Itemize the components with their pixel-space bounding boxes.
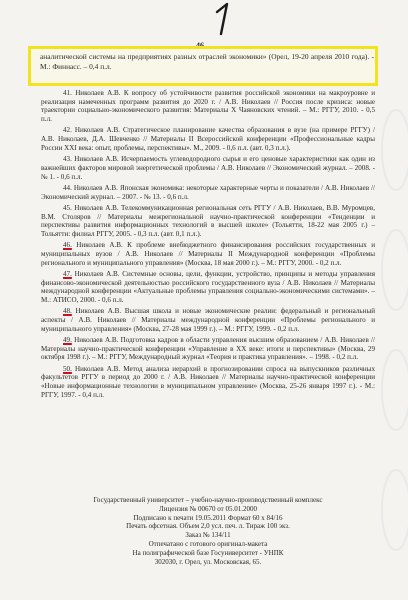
bibliography-entry [41, 241, 375, 267]
page-number: 46 [196, 41, 204, 50]
handwritten-mark [212, 2, 234, 36]
imprint [41, 496, 375, 566]
entry-number: 46. [63, 241, 72, 250]
imprint-line: Подписано к печати 19.05.2011 Формат 60 x 84/16 [133, 513, 283, 522]
bibliography-entry [41, 89, 375, 124]
entry-number: 44. [63, 183, 72, 192]
highlighted-text: аналитической системы на предприятиях разных отраслей экономики» (Орел, 19-20 апреля 2010 года). - М.: Финнасс. – 0,4 п.л. [40, 52, 374, 71]
entry-number: 42. [63, 126, 72, 135]
imprint-line: 302030, г. Орел, ул. Московская, 65. [154, 557, 262, 566]
entry-text: Николаев А.В. Японская экономика: некоторые характерные черты и показатели / А.В. Николаев // Экономический журнал. – 2007. - № 13. - 0,6 п.л. [41, 183, 375, 201]
imprint-line: Лицензия № 00670 от 05.01.2000 [159, 504, 257, 513]
imprint-line: Заказ № 134/11 [185, 531, 231, 540]
entry-text: Николаев А.В. Стратегическое планирование качества образования в вузе (на примере РГГУ) / А.В. Николаев, Д.А. Шевченко // Материалы II Всероссийской конференции «Профессиональные кадры России XXI века: опыт, проблемы, перспективы». М., 2009. - 0,6 п.л. (авт. 0,3 п.л.). [41, 126, 375, 152]
watermark-stamp [376, 90, 408, 590]
entry-number: 43. [63, 155, 72, 164]
bibliography-entry [41, 184, 375, 201]
bibliography-entry [41, 270, 375, 305]
entry-number: 47. [63, 269, 72, 278]
entry-text: Николаев А.В. К проблеме внебюджетного финансирования российских государственных и муниципальных вузов / А.В. Николаев // Материалы II Международной конференции «Проблемы регионального и муниципального управления» (Москва, 18 мая 2000 г.). – М.: РГГУ, 2000. - 0,2 п.л. [41, 241, 375, 267]
entry-number: 48. [63, 307, 72, 316]
entry-text: Николаев А.В. Метод анализа иерархий в прогнозировании спроса на выпускников различных факультетов РГГУ в период до 2000 г. / А.В. Николаев // Материалы научно-практической конференции «Новые информационные технологии в муниципальном управлении» (Москва, 25-26 января 1997 г.). - М.: РГГУ, 1997. - 0,4 п.л. [41, 364, 375, 399]
bibliography-list [41, 89, 375, 402]
imprint-line: Государственный университет – учебно-научно-производственный комплекс [93, 496, 323, 504]
entry-number: 45. [63, 203, 72, 212]
entry-number: 50. [63, 364, 72, 373]
entry-text: Николаев А.В. Системные основы, цели, функции, устройство, принципы и методы управления финансово-экономической деятельностью российского государственного вуза / А.В. Николаев // Материалы международной конференции «Актуальные проблемы управления социально-экономическими системами». – М.: АТИСО, 2000. - 0,6 п.л. [41, 269, 375, 305]
entry-text: Николаев А.В. Подготовка кадров в области управления высшим образованием / А.В. Николаев // Материалы научно-практической конференции «Управление в XX веке: итоги и перспективы» (Москва, 29 октября 1998 г.). – М.: РГГУ, Международный журнал «Теория и практика управления». – 1998. - 0,2 п.л. [41, 336, 375, 362]
entry-number: 41. [63, 89, 72, 97]
bibliography-entry [41, 204, 375, 239]
entry-text: Николаев А.В. Исчерпаемость углеводородного сырья и его ценовые характеристики как один из важнейших факторов мировой энергетической проблемы / А.В. Николаев // Экономический журнал. – 2008. - № 1. - 0,6 п.л. [41, 155, 375, 181]
bibliography-entry [41, 155, 375, 181]
imprint-line: Отпечатано с готового оригинал-макета [148, 539, 268, 548]
entry-number: 49. [63, 336, 72, 345]
imprint-line: Печать офсетная. Объем 2,0 усл. печ. л. Тираж 100 экз. [126, 522, 290, 531]
entry-text: Николаев А.В. Высшая школа и новые экономические реалии: федеральный и региональный аспекты / А.В. Николаев // Материалы международной конференции «Проблемы регионального и муниципального управления» (Москва, 27-28 мая 1999 г.). – М.: РГГУ, 1999. - 0,2 п.л. [41, 307, 376, 333]
bibliography-entry [41, 307, 375, 333]
bibliography-entry [41, 365, 375, 400]
bibliography-entry [41, 336, 375, 362]
entry-text: Николаев А.В. Телекоммуникационная региональная сеть РГГУ / А.В. Николаев, В.В. Муромцев, В.М. Столяров // Материалы межрегиональной научно-практической конференции «Тенденции и перспективы развития информационных технологий в высшей школе» (Тольятти, 18-22 мая 2005 г.) – Тольятти: филиал РГГУ, 2005. - 0,3 п.л. (авт. 0,1 п.л.). [41, 203, 375, 238]
bibliography-entry [41, 126, 375, 152]
imprint-line: На полиграфической базе Госуниверситет - УНПК [132, 548, 284, 557]
entry-text: Николаев А.В. К вопросу об устойчивости развития российской экономики на макроуровне и реализация намеченных программ развития до 2020 г. / А.В. Николаев // Россия после кризиса: новые траектории социально-экономического развития: Материалы X Чаяновских чтений. – М.: РГГУ, 2010. - 0,5 п.л. [41, 89, 375, 124]
